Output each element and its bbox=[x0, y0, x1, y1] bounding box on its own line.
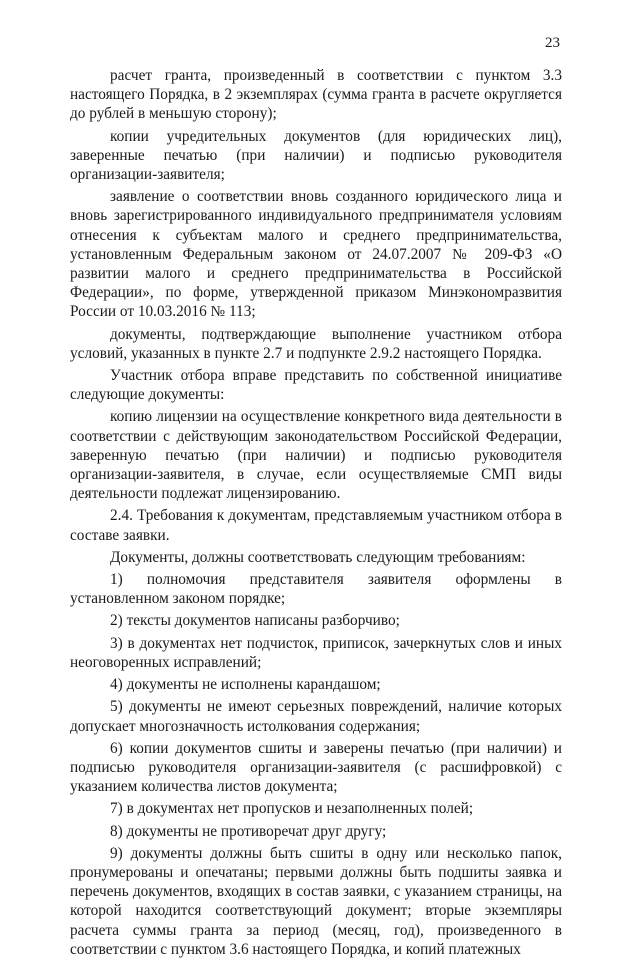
document-body bbox=[70, 66, 562, 962]
requirement-item-8: 8) документы не противоречат друг другу; bbox=[110, 822, 387, 840]
requirement-item-1: 1) полномочия представителя заявителя оформлены в установленном законом порядке; bbox=[70, 571, 562, 608]
requirement-item-2: 2) тексты документов написаны разборчиво; bbox=[110, 612, 400, 630]
paragraph-supporting-documents: документы, подтверждающие выполнение участником отбора условий, указанных в пункте 2.7 и подпункте 2.9.2 настоящего Порядка. bbox=[70, 325, 562, 362]
paragraph-grant-calculation: расчет гранта, произведенный в соответствии с пунктом 3.3 настоящего Порядка, в 2 экземплярах (сумма гранта в расчете округляется до рублей в меньшую сторону); bbox=[70, 67, 562, 123]
paragraph-founding-documents: копии учредительных документов (для юридических лиц), заверенные печатью (при наличии) и подписью руководителя организации-заявителя; bbox=[70, 127, 562, 184]
paragraph-optional-documents-intro: Участник отбора вправе представить по собственной инициативе следующие документы: bbox=[70, 367, 562, 404]
requirement-item-5: 5) документы не имеют серьезных повреждений, наличие которых допускает многозначность истолкования содержания; bbox=[70, 698, 562, 735]
page-number: 23 bbox=[545, 35, 560, 51]
paragraph-section-2-4: 2.4. Требования к документам, представляемым участником отбора в составе заявки. bbox=[70, 507, 562, 544]
paragraph-requirements-intro: Документы, должны соответствовать следующим требованиям: bbox=[110, 548, 526, 566]
requirement-item-4: 4) документы не исполнены карандашом; bbox=[110, 676, 381, 694]
paragraph-license-copy: копию лицензии на осуществление конкретного вида деятельности в соответствии с действующим законодательством Российской Федерации, заверенную печатью (при наличии) и подписью руководителя организации-заявителя, в случае, если осуществляемые СМП виды деятельности подлежат лицензированию. bbox=[70, 408, 562, 503]
paragraph-compliance-statement: заявление о соответствии вновь созданного юридического лица и вновь зарегистрированного индивидуального предпринимателя условиям отнесения к субъектам малого и среднего предпринимательства, установленным Федеральным законом от 24.07.2007 № 209-ФЗ «О развитии малого и среднего предпринимательства в Российской Федерации», по форме, утвержденной приказом Минэкономразвития России от 10.03.2016 № 113; bbox=[70, 188, 562, 321]
requirement-item-9: 9) документы должны быть сшиты в одну или несколько папок, пронумерованы и опечатаны; первыми должны быть подшиты заявка и перечень документов, входящих в состав заявки, с указанием страницы, на которой находится соответствующий документ; вторые экземпляры расчета суммы гранта за период (месяц, год), произведенного в соответствии с пунктом 3.6 настоящего Порядка, и копий платежных bbox=[70, 844, 562, 958]
requirement-item-6: 6) копии документов сшиты и заверены печатью (при наличии) и подписью руководителя организации-заявителя (с расшифровкой) с указанием количества листов документа; bbox=[70, 739, 562, 796]
requirement-item-3: 3) в документах нет подчисток, приписок, зачеркнутых слов и иных неоговоренных исправлений; bbox=[70, 634, 562, 671]
requirement-item-7: 7) в документах нет пропусков и незаполненных полей; bbox=[110, 800, 474, 818]
